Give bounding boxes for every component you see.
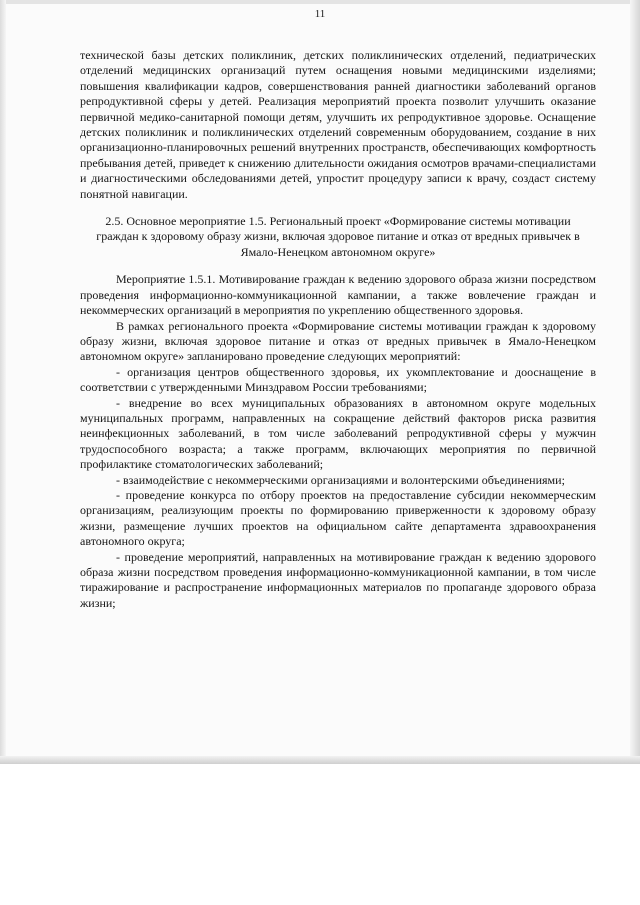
page-number: 11 <box>314 8 326 20</box>
scan-edge-top <box>0 0 640 4</box>
scan-edge-bottom <box>0 756 640 764</box>
list-item-municipal-programs: - внедрение во всех муниципальных образованиях в автономном округе модельных муниципальных программ, направленных на сокращение действий факторов риска развития неинфекционных заболеваний, в том числе заболеваний репродуктивной сферы у мужчин трудоспособного возраста; а также программ, включающих мероприятия по первичной профилактике стоматологических заболеваний; <box>80 395 596 472</box>
document-body <box>80 48 596 611</box>
list-item-info-campaign: - проведение мероприятий, направленных на мотивирование граждан к ведению здорового образа жизни посредством проведения информационно-коммуникационной кампании, в том числе тиражирование и распространение информационных материалов по пропаганде здорового образа жизни; <box>80 549 596 610</box>
list-item-nonprofit-cooperation: - взаимодействие с некоммерческими организациями и волонтерскими объединениями; <box>116 472 565 487</box>
intro-paragraph: технической базы детских поликлиник, детских поликлинических отделений, педиатрических отделений медицинских организаций путем оснащения новыми медицинскими изделиями; повышения квалификации кадров, совершенствования ранней диагностики заболеваний органов репродуктивной сферы у детей. Реализация мероприятий проекта позволит улучшить оказание первичной медико-санитарной помощи детям, улучшить их репродуктивное здоровье. Оснащение детских поликлиник и поликлинических отделений современным оборудованием, создание в них организационно-планировочных решений внутренних пространств, обеспечивающих комфортность пребывания детей, приведет к снижению длительности ожидания осмотров врачами-специалистами и диагностическими обследованиями детей, упростит процедуру записи к врачу, создаст систему понятной навигации. <box>80 48 596 201</box>
paragraph-measure-1-5-1: Мероприятие 1.5.1. Мотивирование граждан к ведению здорового образа жизни посредством проведения информационно-коммуникационной кампании, а также вовлечение граждан и некоммерческих организаций в мероприятия по укреплению общественного здоровья. <box>80 272 596 318</box>
list-item-health-centers: - организация центров общественного здоровья, их укомплектование и дооснащение в соответствии с утвержденными Минздравом России требованиями; <box>80 364 596 395</box>
scan-edge-left <box>0 0 6 764</box>
scan-edge-right <box>630 0 640 764</box>
paragraph-regional-project: В рамках регионального проекта «Формирование системы мотивации граждан к здоровому образу жизни, включая здоровое питание и отказ от вредных привычек в Ямало-Ненецком автономном округе» запланировано проведение следующих мероприятий: <box>80 318 596 364</box>
section-heading: 2.5. Основное мероприятие 1.5. Региональный проект «Формирование системы мотивации граждан к здоровому образу жизни, включая здоровое питание и отказ от вредных привычек в Ямало-Ненецком автономном округе» <box>96 214 580 259</box>
list-item-subsidy-contest: - проведение конкурса по отбору проектов на предоставление субсидии некоммерческим организациям, реализующим проекты по формированию приверженности к здоровому образу жизни, размещение лучших проектов на официальном сайте департамента здравоохранения автономного округа; <box>80 487 596 549</box>
